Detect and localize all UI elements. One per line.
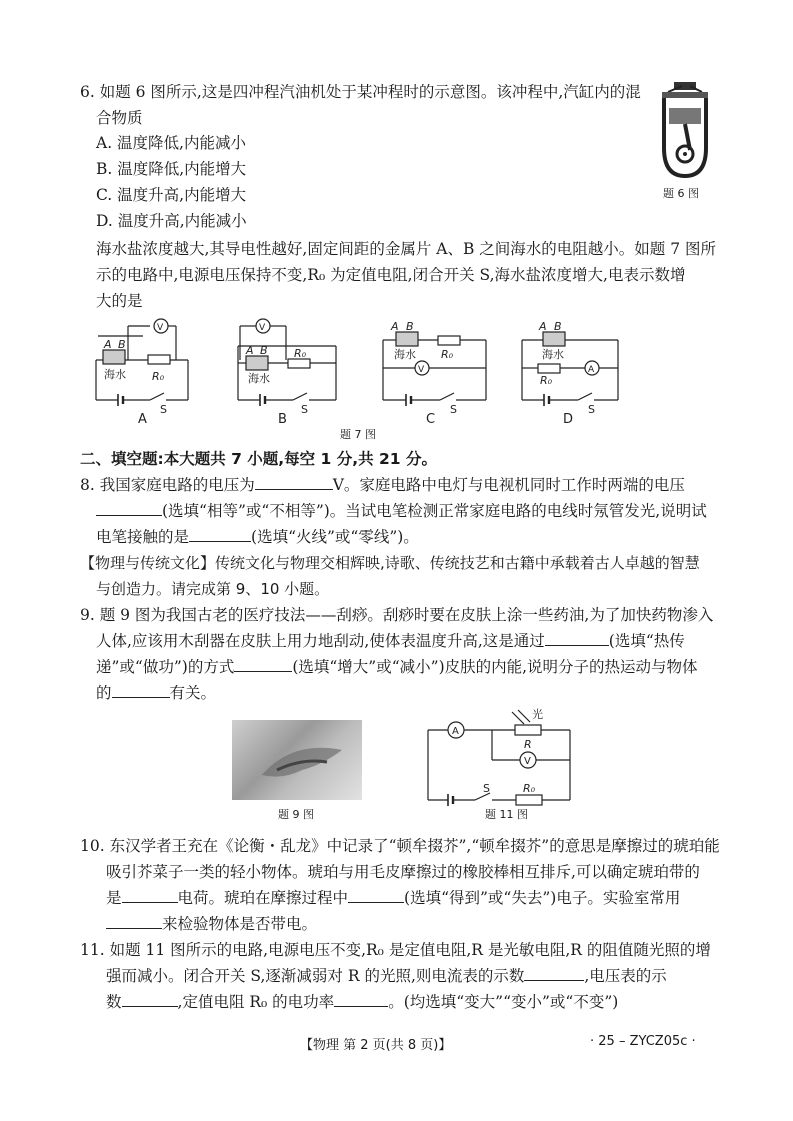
q6-option-b: B. 温度降低,内能增大 (96, 160, 247, 178)
q9-line-3: 递”或“做功”)的方式 (选填“增大”或“减小”)皮肤的内能,说明分子的热运动与物体 (96, 658, 698, 676)
q8-line-2: (选填“相等”或“不相等”)。当试电笔检测正常家庭电路的电线时氖管发光,说明试 (96, 499, 707, 523)
figure-7-caption: 题 7 图 (340, 428, 376, 441)
voltmeter-label-a: V (157, 323, 164, 333)
svg-text:S: S (588, 403, 595, 416)
circuit-b (238, 319, 336, 406)
q8-blank-3[interactable] (189, 527, 251, 542)
culture-intro-line-1: 【物理与传统文化】传统文化与物理交相辉映,诗歌、传统技艺和古籍中承载着古人卓越的智慧 (80, 554, 700, 572)
svg-text:海水: 海水 (394, 348, 416, 361)
figure-6-caption: 题 6 图 (663, 187, 699, 200)
svg-text:A: A (588, 365, 595, 375)
page-footer-center: 【物理 第 2 页(共 8 页)】 (300, 1038, 452, 1053)
svg-text:V: V (259, 323, 266, 333)
q11-line-3: 数 ,定值电阻 R₀ 的电功率 。(均选填“变大”“变小”或“不变”) (106, 993, 619, 1011)
q9-blank-3[interactable] (112, 683, 170, 698)
svg-text:D: D (563, 412, 574, 427)
svg-text:A: A (452, 726, 459, 737)
svg-text:R₀: R₀ (152, 370, 165, 383)
section-2-heading: 二、填空题:本大题共 7 小题,每空 1 分,共 21 分。 (80, 450, 437, 468)
svg-text:B: B (118, 338, 126, 351)
svg-text:海水: 海水 (542, 348, 564, 361)
svg-text:S: S (301, 403, 308, 416)
circuit-figure-11 (420, 708, 595, 808)
svg-text:R₀: R₀ (294, 347, 307, 360)
figure-11-caption: 题 11 图 (485, 808, 528, 821)
svg-text:C: C (426, 412, 436, 427)
svg-text:V: V (524, 756, 531, 767)
svg-text:S: S (483, 782, 490, 795)
q7-line-1: 海水盐浓度越大,其导电性越好,固定间距的金属片 A、B 之间海水的电阻越小。如题 7 图所 (96, 240, 717, 258)
q10-line-1: 10. 东汉学者王充在《论衡・乱龙》中记录了“顿牟掇芥”,“顿牟掇芥”的意思是摩擦过的琥珀能 (80, 837, 720, 855)
gua-sha-photo (232, 720, 362, 800)
q6-option-a: A. 温度降低,内能减小 (96, 134, 246, 152)
circuit-c (383, 332, 486, 406)
svg-text:R₀: R₀ (441, 348, 454, 361)
q10-line-3: 是 电荷。琥珀在摩擦过程中 (选填“得到”或“失去”)电子。实验室常用 (106, 889, 681, 907)
svg-text:V: V (418, 365, 425, 375)
q10-line-2: 吸引芥菜子一类的轻小物体。琥珀与用毛皮摩擦过的橡胶棒相互排斥,可以确定琥珀带的 (106, 863, 700, 881)
svg-text:R₀: R₀ (523, 782, 536, 795)
culture-intro-line-2: 与创造力。请完成第 9、10 小题。 (96, 580, 330, 598)
q9-blank-1[interactable] (545, 631, 609, 646)
svg-text:A: A (246, 344, 254, 357)
svg-text:光: 光 (532, 708, 543, 721)
svg-text:海水: 海水 (248, 372, 270, 385)
q9-line-2: 人体,应该用木刮器在皮肤上用力地刮动,使体表温度升高,这是通过 (选填“热传 (96, 632, 685, 650)
q10-line-4: 来检验物体是否带电。 (106, 912, 317, 936)
q11-line-1: 11. 如题 11 图所示的电路,电源电压不变,R₀ 是定值电阻,R 是光敏电阻,R 的阻值随光照的增 (80, 941, 711, 959)
svg-text:A: A (539, 320, 547, 333)
circuit-a (96, 319, 188, 406)
svg-text:A: A (104, 338, 112, 351)
q7-line-3: 大的是 (96, 292, 143, 310)
q9-line-1: 9. 题 9 图为我国古老的医疗技法——刮痧。刮痧时要在皮肤上涂一些药油,为了加快药物渗入 (80, 606, 714, 624)
svg-text:海水: 海水 (104, 368, 126, 381)
svg-text:B: B (260, 344, 268, 357)
q11-blank-2[interactable] (122, 992, 178, 1007)
svg-text:S: S (160, 403, 167, 416)
svg-text:A: A (138, 412, 147, 427)
q11-blank-3[interactable] (334, 992, 388, 1007)
q6-line-2: 合物质 (96, 109, 143, 127)
q10-blank-3[interactable] (106, 914, 162, 929)
q10-blank-1[interactable] (122, 888, 178, 903)
svg-text:B: B (278, 412, 287, 427)
q9-blank-2[interactable] (234, 657, 292, 672)
q6-option-c: C. 温度升高,内能增大 (96, 186, 247, 204)
svg-text:R₀: R₀ (540, 374, 553, 387)
svg-text:R: R (524, 738, 532, 751)
q10-blank-2[interactable] (348, 888, 404, 903)
svg-text:A: A (391, 320, 399, 333)
q7-line-2: 示的电路中,电源电压保持不变,R₀ 为定值电阻,闭合开关 S,海水盐浓度增大,电表示数增 (96, 266, 686, 284)
q8-line-1: 8. 我国家庭电路的电压为 V。家庭电路中电灯与电视机同时工作时两端的电压 (80, 476, 685, 494)
q9-line-4: 的 有关。 (96, 684, 217, 702)
circuit-d (522, 332, 618, 406)
q8-blank-2[interactable] (96, 501, 162, 516)
engine-figure (650, 78, 720, 183)
circuit-figure-7 (88, 318, 648, 428)
q8-line-3: 电笔接触的是 (选填“火线”或“零线”)。 (96, 528, 419, 546)
q6-option-d: D. 温度升高,内能减小 (96, 212, 247, 230)
q11-blank-1[interactable] (524, 966, 584, 981)
figure-9-caption: 题 9 图 (278, 808, 314, 821)
q11-line-2: 强而减小。闭合开关 S,逐渐减弱对 R 的光照,则电流表的示数 ,电压表的示 (106, 967, 667, 985)
page-footer-code: · 25 – ZYCZ05c · (590, 1034, 696, 1049)
svg-text:B: B (406, 320, 414, 333)
svg-text:S: S (450, 403, 457, 416)
svg-text:B: B (554, 320, 562, 333)
q8-blank-1[interactable] (255, 475, 333, 490)
q6-line-1: 6. 如题 6 图所示,这是四冲程汽油机处于某冲程时的示意图。该冲程中,汽缸内的混 (80, 83, 641, 101)
